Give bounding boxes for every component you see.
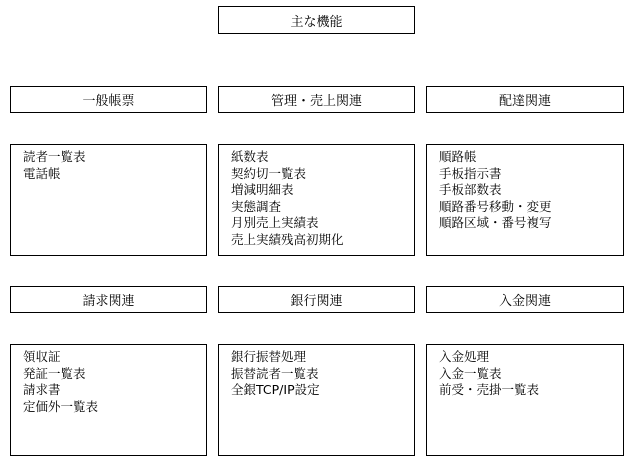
function-item: 売上実績残高初期化 xyxy=(231,231,344,247)
function-item: 振替読者一覧表 xyxy=(231,365,319,381)
category-panel-bank xyxy=(218,344,415,456)
function-item: 領収証 xyxy=(23,349,61,364)
category-panel-management xyxy=(218,144,415,256)
function-item: 増減明細表 xyxy=(231,182,294,197)
category-header-label: 請求関連 xyxy=(82,294,135,309)
category-header-general xyxy=(10,86,207,113)
category-header-management xyxy=(218,86,415,113)
function-item: 定価外一覧表 xyxy=(23,398,99,414)
function-item: 銀行振替処理 xyxy=(231,349,307,364)
function-item: 順路帳 xyxy=(439,149,477,164)
function-item: 実態調査 xyxy=(231,198,282,214)
category-header-label: 銀行関連 xyxy=(290,294,343,309)
category-header-delivery xyxy=(426,86,624,113)
category-header-label: 一般帳票 xyxy=(82,94,135,109)
function-item: 手板部数表 xyxy=(439,182,502,197)
function-item: 月別売上実績表 xyxy=(231,215,319,230)
category-header-payment xyxy=(426,286,624,313)
category-panel-billing xyxy=(10,344,207,456)
function-item: 入金処理 xyxy=(439,349,490,364)
diagram-title-box xyxy=(218,6,415,34)
category-panel-delivery xyxy=(426,144,624,256)
function-item: 前受・売掛一覧表 xyxy=(439,382,540,397)
category-header-label: 入金関連 xyxy=(498,294,551,309)
function-item: 発証一覧表 xyxy=(23,365,86,381)
function-item: 順路区域・番号複写 xyxy=(439,215,552,230)
category-header-billing xyxy=(10,286,207,313)
function-item: 読者一覧表 xyxy=(23,149,86,164)
category-header-label: 配達関連 xyxy=(498,94,551,109)
function-item: 紙数表 xyxy=(231,149,269,164)
category-panel-payment xyxy=(426,344,624,456)
function-item: 請求書 xyxy=(23,382,61,397)
function-item: 順路番号移動・変更 xyxy=(439,198,552,214)
function-item: 手板指示書 xyxy=(439,165,502,181)
function-item: 契約切一覧表 xyxy=(231,165,307,181)
function-item: 全銀TCP/IP設定 xyxy=(231,382,320,397)
category-header-bank xyxy=(218,286,415,313)
function-item: 電話帳 xyxy=(23,165,61,181)
category-header-label: 管理・売上関連 xyxy=(270,94,362,109)
category-panel-general xyxy=(10,144,207,256)
function-item: 入金一覧表 xyxy=(439,365,502,381)
diagram-title: 主な機能 xyxy=(290,14,343,30)
